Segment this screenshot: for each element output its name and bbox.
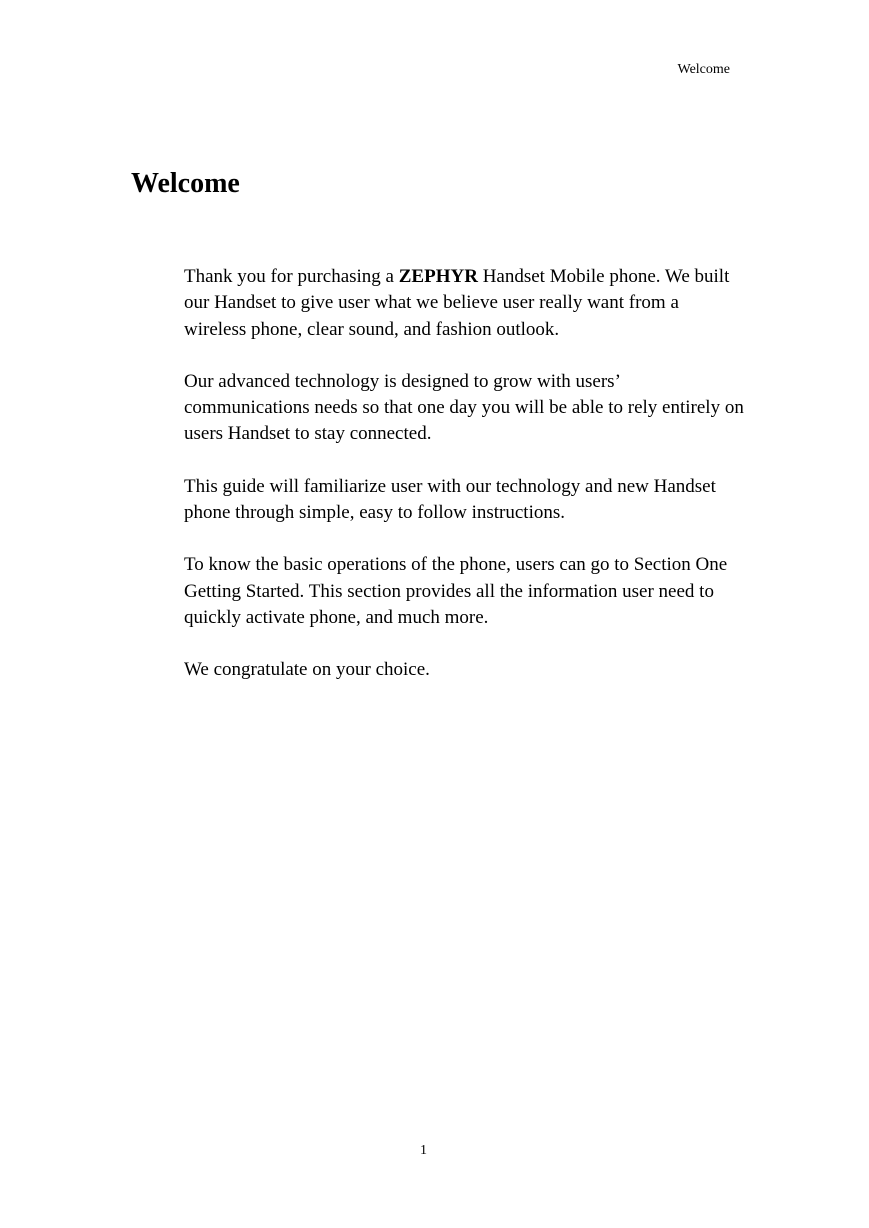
paragraph-intro — [184, 264, 744, 343]
paragraph-guide: This guide will familiarize user with our technology and new Handset phone through simple, easy to follow instructions. — [184, 475, 716, 524]
paragraph-congratulations: We congratulate on your choice. — [184, 659, 430, 681]
page-title: Welcome — [131, 168, 240, 199]
running-header: Welcome — [677, 62, 730, 77]
paragraph-technology: Our advanced technology is designed to grow with users’ communications needs so that one day you will be able to rely entirely on users Handset to stay connected. — [184, 370, 744, 445]
page-number: 1 — [420, 1143, 427, 1158]
body-text — [184, 264, 744, 710]
paragraph-getting-started: To know the basic operations of the phone, users can go to Section One Getting Started. This section provides all the information user need to quickly activate phone, and much more. — [184, 554, 728, 628]
paragraph-intro-rest: Handset Mobile phone. We built our Handset to give user what we believe user really want from a wireless phone, clear sound, and fashion outlook. — [184, 266, 730, 340]
brand-name: ZEPHYR — [398, 266, 478, 287]
paragraph-intro-lead: Thank you for purchasing a — [184, 266, 399, 287]
